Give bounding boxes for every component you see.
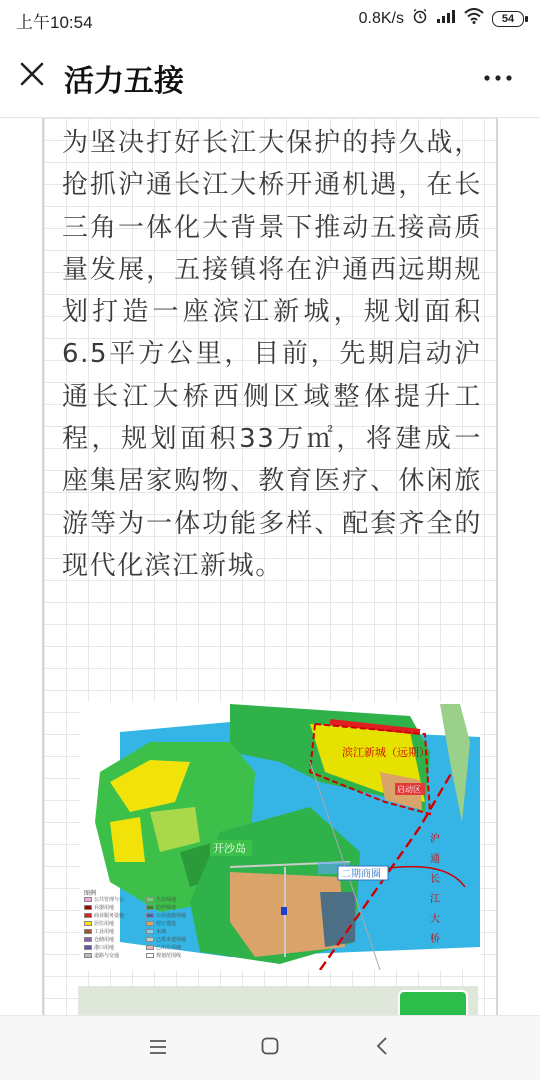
legend-swatch xyxy=(146,897,154,902)
network-speed: 0.8K/s xyxy=(358,9,404,27)
system-nav-bar xyxy=(0,1015,540,1080)
more-dots-icon xyxy=(484,67,512,86)
legend-label: 商业服务设施 xyxy=(94,913,125,919)
legend-item xyxy=(84,912,144,919)
back-button[interactable] xyxy=(364,1032,400,1064)
legend-swatch xyxy=(84,945,92,950)
legend-item xyxy=(146,952,206,959)
legend-label: 生态绿地 xyxy=(156,897,177,903)
signal-icon xyxy=(436,9,456,28)
menu-icon xyxy=(149,1039,167,1058)
legend-item xyxy=(146,944,206,951)
legend-item xyxy=(84,896,144,903)
legend-swatch xyxy=(146,921,154,926)
legend-label: 工业用地 xyxy=(94,929,115,935)
legend-label: 仓储用地 xyxy=(94,937,115,943)
legend-item xyxy=(146,896,206,903)
home-button[interactable] xyxy=(252,1032,288,1064)
legend-swatch xyxy=(146,913,154,918)
wifi-icon xyxy=(464,8,484,29)
map-legend-title: 图例 xyxy=(84,890,97,897)
legend-swatch xyxy=(146,937,154,942)
status-icons xyxy=(359,8,524,29)
legend-item xyxy=(146,936,206,943)
page-title: 活力五接 xyxy=(64,64,184,99)
legend-item xyxy=(146,920,206,927)
legend-item xyxy=(146,912,206,919)
map-label-start-area: 启动区 xyxy=(397,785,421,794)
alarm-icon xyxy=(412,8,428,29)
legend-swatch xyxy=(84,913,92,918)
next-image-green-area xyxy=(398,990,468,1015)
back-icon xyxy=(376,1037,388,1059)
legend-swatch xyxy=(146,929,154,934)
legend-label: 公共管理与公 xyxy=(94,897,125,903)
legend-swatch xyxy=(146,945,154,950)
legend-swatch xyxy=(84,905,92,910)
battery-indicator: 54 xyxy=(492,11,524,27)
legend-label: 防护绿地 xyxy=(156,905,177,911)
legend-item xyxy=(84,904,144,911)
legend-label: 港口用地 xyxy=(94,945,115,951)
status-time: 上午10:54 xyxy=(16,13,93,32)
legend-item xyxy=(84,944,144,951)
next-image-preview[interactable] xyxy=(78,986,478,1015)
close-button[interactable] xyxy=(12,56,52,96)
legend-swatch xyxy=(84,897,92,902)
map-legend xyxy=(84,896,206,959)
map-label-phase2: 二期商圈 xyxy=(341,869,381,880)
menu-button[interactable] xyxy=(140,1032,176,1064)
legend-swatch xyxy=(84,929,92,934)
map-label-island: 开沙岛 xyxy=(213,842,246,855)
legend-label: 道路与交通 xyxy=(94,953,120,959)
legend-item xyxy=(84,936,144,943)
article-content[interactable] xyxy=(0,118,540,1015)
legend-swatch xyxy=(146,905,154,910)
legend-label: 兵器用地 xyxy=(94,905,115,911)
map-label-new-city: 滨江新城（远期） xyxy=(342,746,430,759)
legend-label: 村庄建设 xyxy=(156,921,177,927)
legend-label: 水域 xyxy=(156,929,167,935)
legend-label: 居住用地 xyxy=(94,921,115,927)
legend-swatch xyxy=(84,921,92,926)
map-label-bridge: 沪通长江大桥 xyxy=(430,834,440,945)
legend-swatch xyxy=(84,937,92,942)
legend-item xyxy=(84,920,144,927)
legend-item xyxy=(84,928,144,935)
legend-label: 已批未建用地 xyxy=(156,937,187,943)
more-button[interactable] xyxy=(478,56,518,96)
close-icon xyxy=(20,62,44,90)
legend-label: 已出让用地 xyxy=(156,945,182,951)
legend-swatch xyxy=(84,953,92,958)
planning-map-image[interactable] xyxy=(80,702,480,970)
legend-item xyxy=(146,904,206,911)
status-bar xyxy=(0,0,540,38)
legend-item xyxy=(84,952,144,959)
legend-item xyxy=(146,928,206,935)
home-icon xyxy=(261,1037,279,1059)
title-bar xyxy=(0,38,540,118)
legend-swatch xyxy=(146,953,154,958)
legend-label: 规划范围线 xyxy=(156,953,182,959)
legend-label: 公用设施用地 xyxy=(156,913,187,919)
article-paragraph: 为坚决打好长江大保护的持久战，抢抓沪通长江大桥开通机遇，在长三角一体化大背景下推动五接高质量发展，五接镇将在沪通西远期规划打造一座滨江新城，规划面积6.5平方公里，目前，先期启动沪通长江大桥西侧区域整体提升工程，规划面积33万㎡，将建成一座集居家购物、教育医疗、休闲旅游等为一体功能多样、配套齐全的现代化滨江新城。 xyxy=(62,128,482,581)
